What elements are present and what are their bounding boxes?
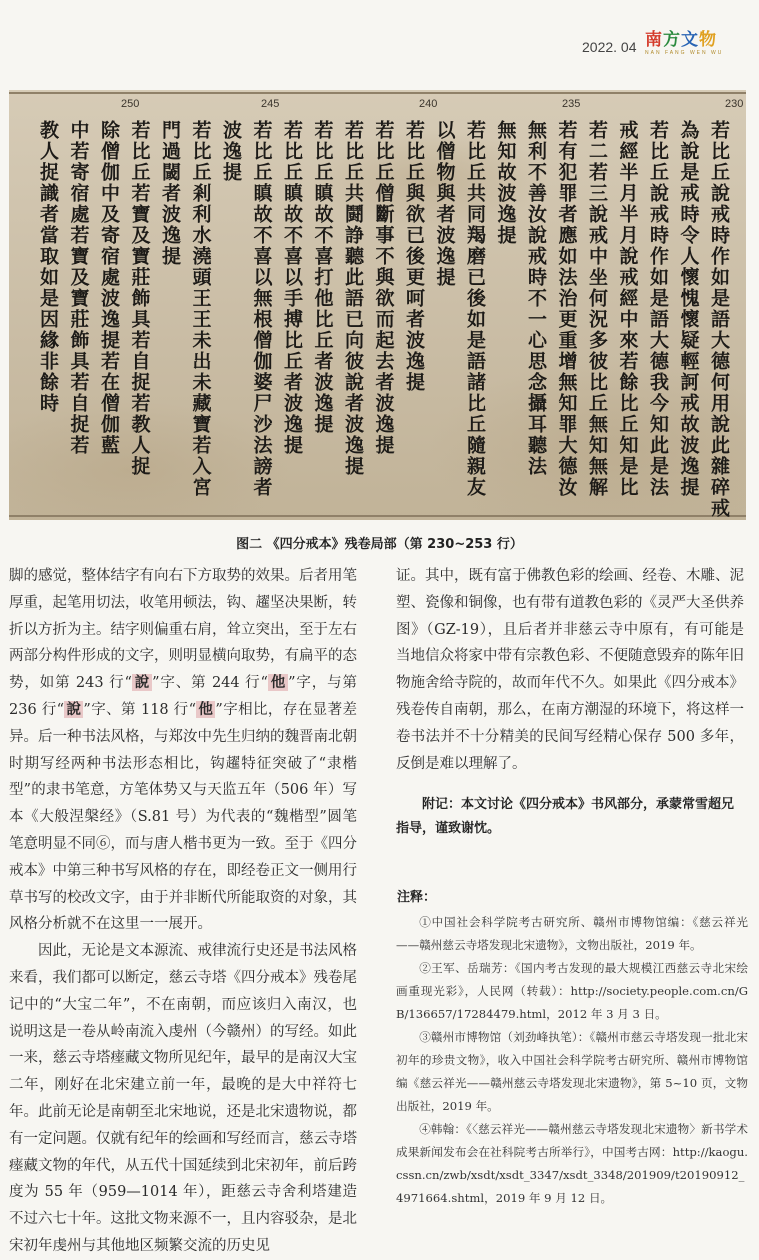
acknowledgement: 附记：本文讨论《四分戒本》书风部分，承蒙常雪超兄指导，谨致谢忱。 <box>396 797 735 836</box>
column-number: 245 <box>261 98 280 110</box>
manuscript-line: 無利不善汝說戒時不一心思念攝耳聽法 <box>525 120 547 477</box>
logo-english: NAN FANG WEN WU <box>645 50 724 56</box>
manuscript-figure <box>9 90 746 520</box>
manuscript-line: 以僧物與者波逸提 <box>433 120 456 288</box>
note-item: ①中国社会科学院考古研究所、赣州市博物馆编：《慈云祥光——赣州慈云寺塔发现北宋遗物》，文物出版社，2019 年。 <box>396 915 748 952</box>
text-run: ”字，与第 236 行“ <box>9 675 357 718</box>
manuscript-line: 若比丘剎利水澆頭王王未出未藏寶若入宮 <box>189 120 212 498</box>
text-run: ”字、第 244 行“ <box>152 675 268 692</box>
paragraph: 因此，无论是文本源流、戒律流行史还是书法风格来看，我们都可以断定，慈云寺塔《四分戒本》残卷尾记中的“大宝二年”，不在南朝，而应该归入南汉，也说明这是一卷从岭南流入虔州（今赣州）的写经。如此一来，慈云寺塔瘗藏文物所见纪年，最早的是南汉大宝二年，刚好在北宋建立前一年，最晚的是大中祥符七年。此前无论是南朝至北宋地说，还是北宋遗物说，都有一定问题。仅就有纪年的绘画和写经而言，慈云寺塔瘗藏文物的年代，从五代十国延续到北宋初年，前后跨度为 55 年（959—1014 年），距慈云寺舍利塔建造不过六七十年。这批文物来源不一，且内容驳杂，是北宋初年虔州与其他地区频繁交流的历史见 <box>9 943 357 1254</box>
figure-caption: 图二 《四分戒本》残卷局部（第 230~253 行） <box>236 537 523 552</box>
paragraph <box>9 563 357 938</box>
manuscript-line: 波逸提 <box>220 120 242 183</box>
page-header <box>0 0 759 75</box>
logo-char: 文 <box>681 30 699 50</box>
note-item: ④韩翰：《〈慈云祥光——赣州慈云寺塔发现北宋遗物〉新书学术成果新闻发布会在社科院考古所举行》，中国考古网：http://kaogu.cssn.cn/zwb/xsdt/xsdt_3347/xsdt_3348/201909/t20190912_4971664.shtml，2019 年 9 月 12 日。 <box>396 1122 748 1205</box>
journal-logo <box>645 30 723 56</box>
notes-title: 注释： <box>397 890 437 905</box>
logo-chinese <box>645 30 723 50</box>
issue-number: 2022. 04 <box>582 39 637 55</box>
highlighted-char: 說 <box>133 674 151 692</box>
manuscript-line: 無知故波逸提 <box>494 120 517 246</box>
highlighted-char: 他 <box>269 674 287 692</box>
text-run: 脚的感觉，整体结字有向右下方取势的效果。后者用笔厚重，起笔用切法，收笔用顿法，钩、趯坚决果断，转折以方折为主。结字则偏重右肩，耸立突出，至于左右两部分构件形成的文字，则明显横向取势，有扁平的态势，如第 243 行“ <box>9 568 357 692</box>
highlighted-char: 他 <box>198 700 214 718</box>
manuscript-line: 若比丘若寶及寶莊飾具若自捉若教人捉 <box>128 120 151 477</box>
text-run: ”字、第 118 行“ <box>83 701 197 718</box>
column-number: 240 <box>419 98 438 110</box>
manuscript-line: 若比丘瞋故不喜以手搏比丘者波逸提 <box>281 120 303 456</box>
note-item: ②王军、岳瑞芳：《国内考古发现的最大规模江西慈云寺北宋绘画重现光彩》，人民网（转载）：http://society.people.com.cn/GB/136657/17284479.html，2012 年 3 月 3 日。 <box>396 961 748 1021</box>
column-number: 250 <box>121 98 140 110</box>
manuscript-line: 若比丘說戒時作如是語大德我今知此是法 <box>647 120 669 498</box>
note-item: ③赣州市博物馆（刘劲峰执笔）：《赣州市慈云寺塔发现一批北宋初年的珍贵文物》，收入中国社会科学院考古研究所、赣州市博物馆编《慈云祥光——赣州慈云寺塔发现北宋遗物》，第 5~10 页，文物出版社，2019 年。 <box>396 1030 748 1113</box>
logo-char: 物 <box>699 30 717 50</box>
manuscript-line: 若二若三說戒中坐何況多彼比丘無知無解 <box>586 120 608 498</box>
body-left-column <box>9 563 357 1260</box>
manuscript-line: 若比丘共鬪諍聽此語已向彼說者波逸提 <box>342 120 364 477</box>
column-number: 235 <box>562 98 581 110</box>
manuscript-line: 若比丘與欲已後更呵者波逸提 <box>403 120 425 393</box>
notes-list <box>396 911 748 1210</box>
manuscript-line: 若有犯罪者應如法治更重增無知罪大德汝 <box>555 120 578 498</box>
manuscript-line: 若比丘共同羯磨已後如是語諸比丘隨親友 <box>464 120 486 498</box>
manuscript-line: 若比丘僧斷事不與欲而起去者波逸提 <box>372 120 395 456</box>
logo-char: 方 <box>663 30 681 50</box>
highlighted-char: 說 <box>66 700 82 718</box>
manuscript-line: 若比丘瞋故不喜打他比丘者波逸提 <box>311 120 334 435</box>
body-right-column <box>396 563 744 777</box>
paragraph: 证。其中，既有富于佛教色彩的绘画、经卷、木雕、泥塑、瓷像和铜像，也有带有道教色彩的《灵严大圣供养图》（GZ-19），且后者并非慈云寺中原有，有可能是当地信众将家中带有宗教色彩、不便随意毁弃的陈年旧物施舍给寺院的，故而年代不久。如果此《四分戒本》残卷传自南朝，那么，在南方潮湿的环境下，将这样一卷书法并不十分精美的民间写经精心保存 500 多年，反倒是难以理解了。 <box>396 568 744 772</box>
manuscript-line: 若比丘說戒時作如是語大德何用說此雜碎戒 <box>708 120 730 519</box>
manuscript-line: 教人捉識者當取如是因緣非餘時 <box>37 120 59 414</box>
manuscript-line: 戒經半月半月說戒經中來若餘比丘知是比 <box>616 120 639 498</box>
manuscript-line: 中若寄宿處若寶及寶莊飾具若自捉若 <box>67 120 90 456</box>
manuscript-line: 為說是戒時令人懷愧懷疑輕訶戒故波逸提 <box>677 120 700 498</box>
column-number: 230 <box>725 98 744 110</box>
logo-char: 南 <box>645 30 663 50</box>
manuscript-line: 若比丘瞋故不喜以無根僧伽婆尸沙法謗者 <box>250 120 273 498</box>
manuscript-line: 門過閾者波逸提 <box>159 120 181 267</box>
manuscript-line: 除僧伽中及寄宿處波逸提若在僧伽藍 <box>98 120 120 456</box>
text-run: ”字相比，存在显著差异。后一种书法风格，与郑汝中先生归纳的魏晋南北朝时期写经两种书法形态相比，钩趯特征突破了“隶楷型”的隶书笔意，方笔体势又与天监五年（506 年）写本《大般涅槃经》（S.81 号）为代表的“魏楷型”圆笔笔意明显不同⑥，而与唐人楷书更为一致。至于《四分戒本》中第三种书写风格的存在，即经卷正文一侧用行草书写的校改文字，由于并非断代所能取资的对象，其风格分析就不在这里一一展开。 <box>9 701 358 933</box>
